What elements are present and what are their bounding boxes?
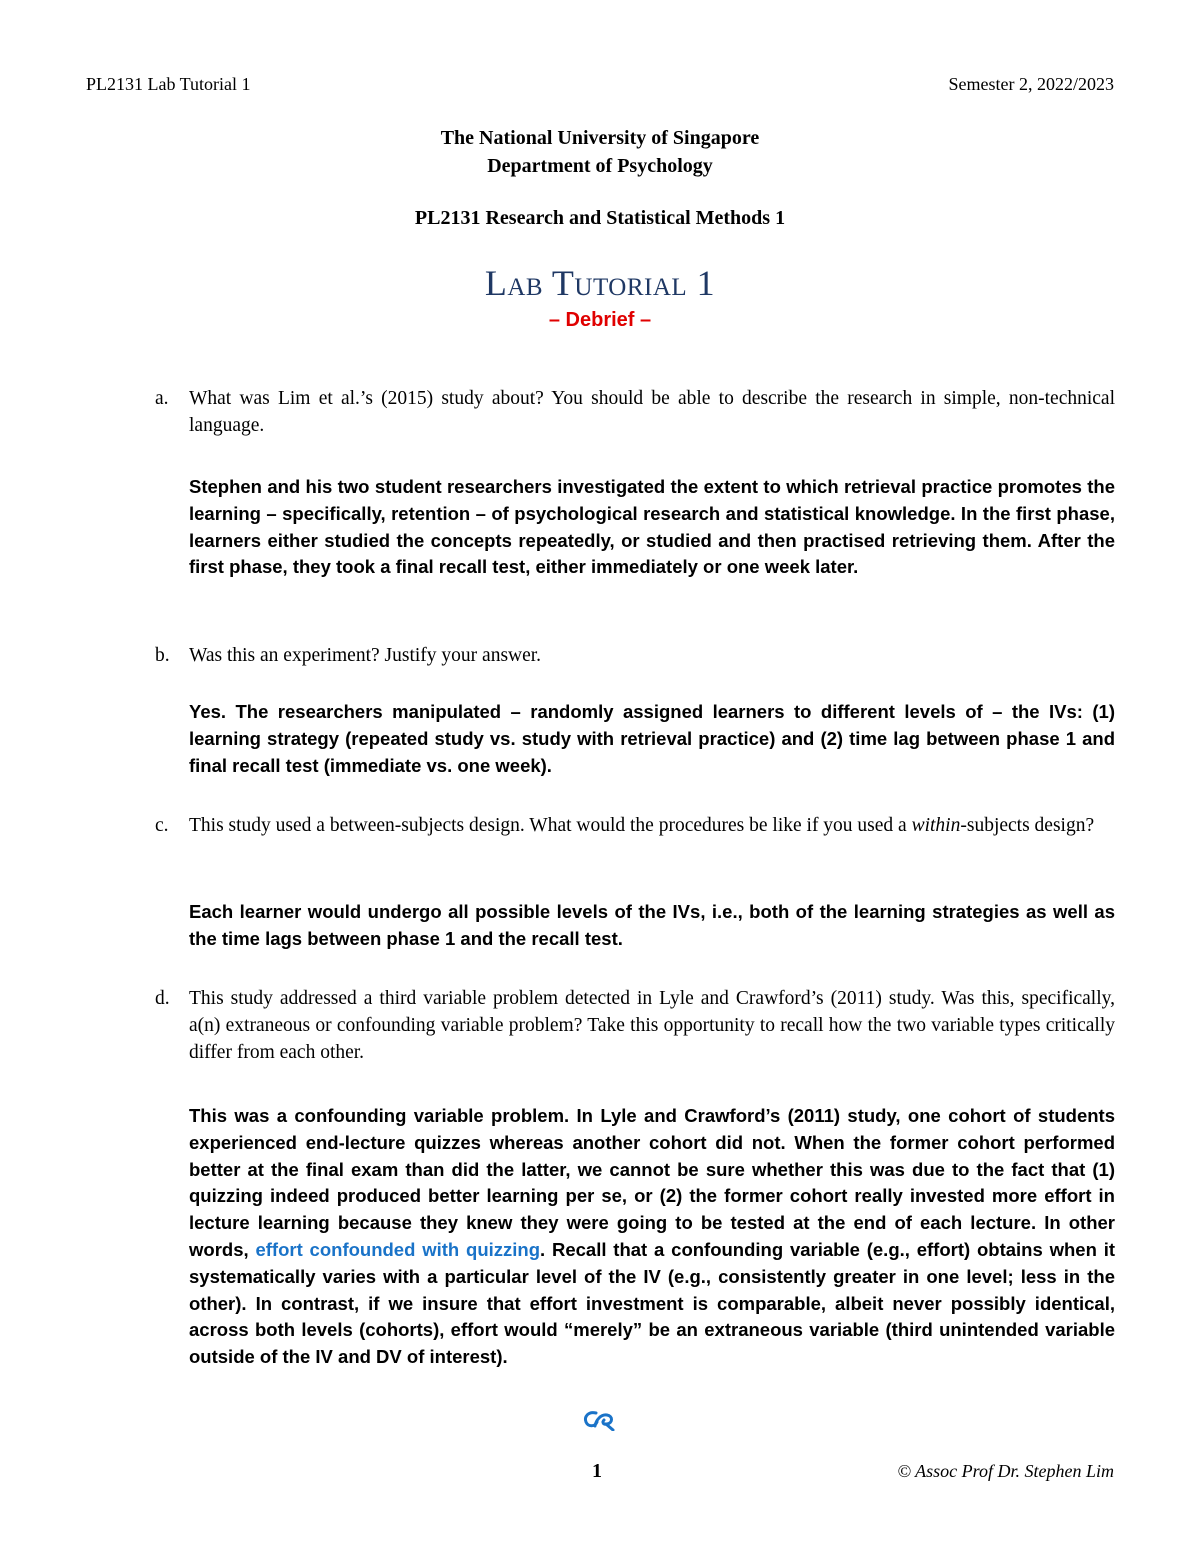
- header-course-label: PL2131 Lab Tutorial 1: [86, 74, 251, 94]
- document-title: Lab Tutorial 1: [484, 263, 716, 303]
- answer-text-part: This was a confounding variable problem. In Lyle and Crawford’s (2011) study, one cohort of students experienced end-lecture quizzes whereas another cohort did not. When the former cohort performed better at the final exam than did the latter, we cannot be sure whether this was due to the fact that (1) quizzing indeed produced better learning per se, or (2) the former cohort really invested more effort in lecture learning because they knew they were going to be tested at the end of each lecture. In other words,: [189, 1105, 1115, 1260]
- course-title: PL2131 Research and Statistical Methods 1: [414, 207, 786, 229]
- question-d: [155, 985, 1115, 1066]
- question-text: What was Lim et al.’s (2015) study about? You should be able to describe the research in simple, non-technical language.: [189, 388, 1115, 436]
- question-b: [155, 642, 1115, 669]
- answer-highlight: effort confounded with quizzing: [255, 1238, 541, 1260]
- question-emphasis: within: [911, 815, 961, 836]
- copyright-notice: © Assoc Prof Dr. Stephen Lim: [897, 1461, 1114, 1481]
- question-text-part: -subjects design?: [960, 815, 1095, 836]
- university-name: The National University of Singapore: [440, 127, 760, 149]
- question-label: a.: [155, 388, 169, 409]
- answer-text-part: . Recall that a confounding variable (e.g., effort) obtains when it systematically varies with a particular level of the IV (e.g., consistently greater in one level; less in the other). In contrast, if we insure that effort investment is comparable, albeit never possibly identical, across both levels (cohorts), effort would “merely” be an extraneous variable (third unintended variable outside of the IV and DV of interest).: [189, 1238, 1115, 1368]
- answer-b: Yes. The researchers manipulated – randomly assigned learners to different levels of – the IVs: (1) learning strategy (repeated study vs. study with retrieval practice) and (2) time lag between phase 1 and final recall test (immediate vs. one week).: [189, 701, 1115, 776]
- question-label: b.: [155, 645, 170, 666]
- question-text: This study addressed a third variable problem detected in Lyle and Crawford’s (2011) study. Was this, specifically, a(n) extraneous or confounding variable problem? Take this opportunity to recall how the two variable types critically differ from each other.: [189, 988, 1115, 1063]
- question-label: c.: [155, 815, 169, 836]
- question-text: Was this an experiment? Justify your answer.: [189, 645, 542, 666]
- question-text-part: This study used a between-subjects design. What would the procedures be like if you used a: [189, 815, 912, 836]
- page-number: 1: [592, 1460, 602, 1482]
- answer-a: Stephen and his two student researchers investigated the extent to which retrieval practice promotes the learning – specifically, retention – of psychological research and statistical knowledge. In the first phase, learners either studied the concepts repeatedly, or studied and then practised retrieving them. After the first phase, they took a final recall test, either immediately or one week later.: [189, 476, 1115, 578]
- answer-c: Each learner would undergo all possible levels of the IVs, i.e., both of the learning strategies as well as the time lags between phase 1 and the recall test.: [189, 901, 1115, 949]
- header-semester-label: Semester 2, 2022/2023: [948, 74, 1114, 94]
- document-subtitle: – Debrief –: [548, 309, 652, 331]
- department-name: Department of Psychology: [487, 155, 713, 177]
- question-a: [155, 385, 1115, 439]
- decorative-ornament-icon: [582, 1409, 618, 1431]
- question-label: d.: [155, 988, 170, 1009]
- institution-block: [0, 124, 1200, 180]
- answer-d: [189, 1103, 1115, 1371]
- question-text: [189, 812, 1115, 839]
- question-c: [155, 812, 1115, 839]
